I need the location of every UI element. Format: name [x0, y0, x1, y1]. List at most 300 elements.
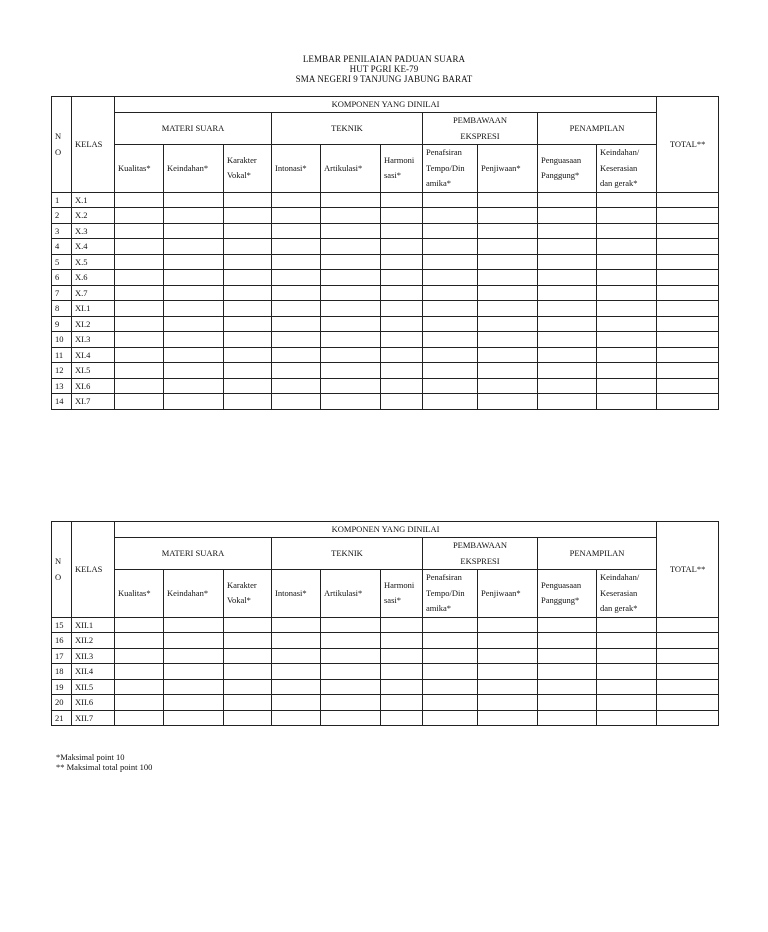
score-cell[interactable]	[381, 695, 423, 711]
header-no	[52, 522, 72, 618]
score-cell[interactable]	[272, 192, 321, 208]
score-cell[interactable]	[423, 301, 478, 317]
score-cell[interactable]	[321, 695, 381, 711]
score-cell[interactable]	[597, 285, 657, 301]
score-cell[interactable]	[164, 664, 224, 680]
score-cell[interactable]	[115, 394, 164, 410]
footnotes	[56, 752, 152, 772]
header-text-line: EKSPRESI	[460, 130, 500, 141]
score-cell[interactable]	[164, 301, 224, 317]
score-cell[interactable]	[657, 679, 719, 695]
score-cell[interactable]	[224, 648, 272, 664]
score-cell[interactable]	[115, 363, 164, 379]
score-cell[interactable]	[164, 695, 224, 711]
score-cell[interactable]	[423, 254, 478, 270]
score-cell[interactable]	[657, 316, 719, 332]
score-cell[interactable]	[381, 332, 423, 348]
score-cell[interactable]	[272, 223, 321, 239]
score-cell[interactable]	[423, 648, 478, 664]
score-cell[interactable]	[657, 301, 719, 317]
score-cell[interactable]	[657, 617, 719, 633]
score-cell[interactable]	[538, 633, 597, 649]
score-cell[interactable]	[321, 270, 381, 286]
score-cell[interactable]	[321, 363, 381, 379]
score-cell[interactable]	[272, 394, 321, 410]
score-cell[interactable]	[597, 378, 657, 394]
title-line: SMA NEGERI 9 TANJUNG JABUNG BARAT	[295, 74, 473, 84]
score-cell[interactable]	[381, 363, 423, 379]
row-number: 14	[52, 394, 72, 410]
score-cell[interactable]	[423, 192, 478, 208]
score-cell[interactable]	[164, 270, 224, 286]
score-cell[interactable]	[423, 285, 478, 301]
score-cell[interactable]	[538, 347, 597, 363]
score-cell[interactable]	[164, 378, 224, 394]
score-cell[interactable]	[224, 223, 272, 239]
score-cell[interactable]	[115, 347, 164, 363]
score-cell[interactable]	[164, 192, 224, 208]
score-cell[interactable]	[538, 695, 597, 711]
score-cell[interactable]	[164, 285, 224, 301]
score-cell[interactable]	[321, 710, 381, 726]
score-cell[interactable]	[164, 363, 224, 379]
score-cell[interactable]	[164, 633, 224, 649]
score-cell[interactable]	[381, 270, 423, 286]
score-cell[interactable]	[164, 394, 224, 410]
score-cell[interactable]	[224, 208, 272, 224]
row-number: 17	[52, 648, 72, 664]
score-cell[interactable]	[657, 394, 719, 410]
score-cell[interactable]	[115, 695, 164, 711]
score-cell[interactable]	[538, 254, 597, 270]
score-cell[interactable]	[423, 347, 478, 363]
score-cell[interactable]	[478, 394, 538, 410]
score-cell[interactable]	[115, 378, 164, 394]
table-row	[52, 270, 719, 286]
score-cell[interactable]	[381, 648, 423, 664]
score-cell[interactable]	[538, 316, 597, 332]
title-line: HUT PGRI KE-79	[349, 64, 419, 74]
table-row	[52, 301, 719, 317]
score-cell[interactable]	[224, 394, 272, 410]
row-number: 20	[52, 695, 72, 711]
score-cell[interactable]	[321, 239, 381, 255]
header-text-line: Karakter	[227, 579, 257, 590]
score-cell[interactable]	[478, 239, 538, 255]
score-cell[interactable]	[597, 239, 657, 255]
header-artikulasi	[321, 570, 381, 618]
score-cell[interactable]	[657, 285, 719, 301]
score-cell[interactable]	[478, 223, 538, 239]
score-cell[interactable]	[272, 239, 321, 255]
score-cell[interactable]	[478, 664, 538, 680]
sub-label: Keindahan*	[167, 587, 209, 598]
score-cell[interactable]	[321, 664, 381, 680]
header-kelas	[72, 522, 115, 618]
score-cell[interactable]	[538, 664, 597, 680]
score-cell[interactable]	[478, 285, 538, 301]
score-cell[interactable]	[423, 679, 478, 695]
score-cell[interactable]	[164, 223, 224, 239]
sub-label: Kualitas*	[118, 162, 151, 173]
score-cell[interactable]	[115, 664, 164, 680]
score-cell[interactable]	[423, 270, 478, 286]
score-cell[interactable]	[321, 378, 381, 394]
score-cell[interactable]	[657, 223, 719, 239]
score-cell[interactable]	[321, 617, 381, 633]
score-cell[interactable]	[597, 648, 657, 664]
score-cell[interactable]	[538, 378, 597, 394]
score-cell[interactable]	[115, 208, 164, 224]
score-cell[interactable]	[224, 254, 272, 270]
score-cell[interactable]	[478, 316, 538, 332]
score-cell[interactable]	[272, 378, 321, 394]
score-cell[interactable]	[164, 710, 224, 726]
score-cell[interactable]	[272, 208, 321, 224]
header-komponen-label: KOMPONEN YANG DINILAI	[331, 99, 440, 109]
score-cell[interactable]	[538, 239, 597, 255]
score-cell[interactable]	[597, 394, 657, 410]
header-materi-suara	[115, 538, 272, 570]
score-cell[interactable]	[272, 332, 321, 348]
row-number: 21	[52, 710, 72, 726]
score-cell[interactable]	[272, 679, 321, 695]
header-text-line: amika*	[426, 603, 452, 613]
table-row	[52, 208, 719, 224]
header-text-line: sasi*	[384, 595, 401, 606]
score-cell[interactable]	[597, 208, 657, 224]
score-cell[interactable]	[272, 363, 321, 379]
score-cell[interactable]	[164, 254, 224, 270]
score-cell[interactable]	[224, 270, 272, 286]
score-cell[interactable]	[538, 285, 597, 301]
score-cell[interactable]	[597, 617, 657, 633]
header-text-line: Tempo/Din	[426, 162, 465, 173]
score-cell[interactable]	[224, 710, 272, 726]
row-number: 5	[52, 254, 72, 270]
score-cell[interactable]	[321, 332, 381, 348]
header-text-line: Vokal*	[227, 170, 251, 181]
header-text-line: Keserasian	[600, 162, 638, 173]
score-cell[interactable]	[597, 695, 657, 711]
group-label: PENAMPILAN	[569, 123, 625, 133]
row-kelas: XII.4	[72, 664, 115, 680]
header-kelas	[72, 97, 115, 193]
score-cell[interactable]	[423, 316, 478, 332]
score-cell[interactable]	[597, 664, 657, 680]
score-cell[interactable]	[224, 332, 272, 348]
score-cell[interactable]	[478, 710, 538, 726]
header-keindahan-gerak	[597, 145, 657, 193]
score-cell[interactable]	[538, 679, 597, 695]
score-cell[interactable]	[321, 316, 381, 332]
row-number: 16	[52, 633, 72, 649]
header-keindahan	[164, 145, 224, 193]
score-cell[interactable]	[224, 633, 272, 649]
header-penafsiran	[423, 570, 478, 618]
row-kelas: X.3	[72, 223, 115, 239]
score-cell[interactable]	[381, 254, 423, 270]
score-cell[interactable]	[321, 208, 381, 224]
row-kelas: XI.5	[72, 363, 115, 379]
score-cell[interactable]	[115, 679, 164, 695]
score-cell[interactable]	[657, 208, 719, 224]
score-cell[interactable]	[478, 301, 538, 317]
score-cell[interactable]	[478, 617, 538, 633]
row-number: 13	[52, 378, 72, 394]
header-teknik	[272, 538, 423, 570]
header-text-line: N	[55, 556, 62, 567]
score-cell[interactable]	[657, 648, 719, 664]
score-cell[interactable]	[164, 316, 224, 332]
row-number: 19	[52, 679, 72, 695]
score-cell[interactable]	[478, 633, 538, 649]
header-text-line: Vokal*	[227, 595, 251, 606]
sub-label: Intonasi*	[275, 162, 307, 173]
score-cell[interactable]	[164, 617, 224, 633]
score-cell[interactable]	[224, 378, 272, 394]
header-text-line: PEMBAWAAN	[452, 115, 508, 125]
score-cell[interactable]	[478, 270, 538, 286]
score-cell[interactable]	[478, 363, 538, 379]
score-cell[interactable]	[381, 633, 423, 649]
score-cell[interactable]	[538, 648, 597, 664]
score-cell[interactable]	[657, 254, 719, 270]
score-cell[interactable]	[115, 710, 164, 726]
score-cell[interactable]	[478, 378, 538, 394]
score-cell[interactable]	[657, 363, 719, 379]
score-cell[interactable]	[423, 332, 478, 348]
score-cell[interactable]	[597, 347, 657, 363]
score-cell[interactable]	[381, 347, 423, 363]
score-cell[interactable]	[381, 223, 423, 239]
score-cell[interactable]	[224, 192, 272, 208]
score-cell[interactable]	[115, 285, 164, 301]
score-cell[interactable]	[478, 208, 538, 224]
table-row	[52, 695, 719, 711]
score-cell[interactable]	[597, 332, 657, 348]
score-cell[interactable]	[657, 332, 719, 348]
header-text-line: dan gerak*	[600, 603, 638, 613]
score-cell[interactable]	[597, 301, 657, 317]
score-cell[interactable]	[381, 208, 423, 224]
header-harmonisasi	[381, 145, 423, 193]
score-cell[interactable]	[423, 394, 478, 410]
score-cell[interactable]	[657, 695, 719, 711]
score-cell[interactable]	[115, 270, 164, 286]
score-cell[interactable]	[115, 316, 164, 332]
row-kelas: X.1	[72, 192, 115, 208]
header-no	[52, 97, 72, 193]
score-cell[interactable]	[381, 301, 423, 317]
table-row	[52, 378, 719, 394]
header-harmonisasi	[381, 570, 423, 618]
score-cell[interactable]	[115, 332, 164, 348]
score-cell[interactable]	[597, 679, 657, 695]
score-cell[interactable]	[164, 679, 224, 695]
score-cell[interactable]	[272, 316, 321, 332]
score-cell[interactable]	[321, 347, 381, 363]
score-cell[interactable]	[115, 617, 164, 633]
score-cell[interactable]	[321, 679, 381, 695]
score-cell[interactable]	[423, 378, 478, 394]
score-cell[interactable]	[381, 192, 423, 208]
score-cell[interactable]	[272, 695, 321, 711]
score-cell[interactable]	[381, 239, 423, 255]
header-keindahan-gerak	[597, 570, 657, 618]
score-cell[interactable]	[423, 710, 478, 726]
table-row	[52, 710, 719, 726]
score-cell[interactable]	[272, 270, 321, 286]
score-cell[interactable]	[423, 695, 478, 711]
score-cell[interactable]	[538, 363, 597, 379]
score-cell[interactable]	[538, 270, 597, 286]
score-cell[interactable]	[538, 617, 597, 633]
sub-label: Penjiwaan*	[481, 587, 521, 598]
score-cell[interactable]	[597, 316, 657, 332]
score-cell[interactable]	[115, 633, 164, 649]
score-cell[interactable]	[657, 270, 719, 286]
score-cell[interactable]	[538, 223, 597, 239]
score-cell[interactable]	[478, 347, 538, 363]
group-label: PENAMPILAN	[569, 548, 625, 558]
score-cell[interactable]	[224, 664, 272, 680]
score-cell[interactable]	[115, 239, 164, 255]
score-cell[interactable]	[657, 664, 719, 680]
header-text-line: amika*	[426, 178, 452, 188]
score-cell[interactable]	[381, 617, 423, 633]
header-text-line: Penguasaan	[541, 579, 582, 590]
score-cell[interactable]	[272, 648, 321, 664]
score-cell[interactable]	[597, 223, 657, 239]
score-cell[interactable]	[164, 332, 224, 348]
score-cell[interactable]	[115, 301, 164, 317]
score-cell[interactable]	[381, 285, 423, 301]
score-cell[interactable]	[657, 192, 719, 208]
score-cell[interactable]	[538, 208, 597, 224]
score-cell[interactable]	[478, 679, 538, 695]
score-cell[interactable]	[115, 648, 164, 664]
score-cell[interactable]	[321, 223, 381, 239]
header-text-line: EKSPRESI	[460, 555, 500, 566]
score-cell[interactable]	[657, 378, 719, 394]
score-cell[interactable]	[164, 648, 224, 664]
score-cell[interactable]	[538, 301, 597, 317]
score-cell[interactable]	[538, 710, 597, 726]
score-cell[interactable]	[478, 648, 538, 664]
score-cell[interactable]	[423, 239, 478, 255]
score-cell[interactable]	[321, 285, 381, 301]
header-text-line: Keindahan/	[600, 572, 640, 582]
score-cell[interactable]	[381, 664, 423, 680]
score-cell[interactable]	[272, 710, 321, 726]
score-cell[interactable]	[381, 316, 423, 332]
score-cell[interactable]	[478, 695, 538, 711]
footnote: ** Maksimal total point 100	[56, 762, 153, 772]
score-cell[interactable]	[423, 633, 478, 649]
score-cell[interactable]	[657, 633, 719, 649]
score-cell[interactable]	[381, 378, 423, 394]
score-cell[interactable]	[224, 301, 272, 317]
score-cell[interactable]	[321, 192, 381, 208]
score-cell[interactable]	[657, 239, 719, 255]
row-kelas: XI.4	[72, 347, 115, 363]
score-cell[interactable]	[224, 239, 272, 255]
score-cell[interactable]	[321, 633, 381, 649]
header-karakter-vokal	[224, 570, 272, 618]
score-cell[interactable]	[272, 633, 321, 649]
header-text-line: dan gerak*	[600, 178, 638, 188]
score-cell[interactable]	[224, 695, 272, 711]
group-label: TEKNIK	[331, 548, 363, 558]
score-cell[interactable]	[597, 254, 657, 270]
score-cell[interactable]	[423, 664, 478, 680]
header-text-line: sasi*	[384, 170, 401, 181]
score-cell[interactable]	[657, 710, 719, 726]
header-penampilan	[538, 538, 657, 570]
score-cell[interactable]	[381, 679, 423, 695]
score-cell[interactable]	[224, 316, 272, 332]
score-cell[interactable]	[381, 394, 423, 410]
score-cell[interactable]	[657, 347, 719, 363]
score-cell[interactable]	[272, 285, 321, 301]
score-cell[interactable]	[164, 347, 224, 363]
score-cell[interactable]	[478, 254, 538, 270]
header-text-line: Keindahan/	[600, 147, 640, 157]
score-cell[interactable]	[115, 192, 164, 208]
score-cell[interactable]	[423, 363, 478, 379]
score-cell[interactable]	[423, 208, 478, 224]
score-cell[interactable]	[321, 301, 381, 317]
score-cell[interactable]	[478, 192, 538, 208]
score-cell[interactable]	[224, 617, 272, 633]
header-teknik	[272, 113, 423, 145]
score-cell[interactable]	[224, 679, 272, 695]
score-cell[interactable]	[321, 254, 381, 270]
score-cell[interactable]	[597, 270, 657, 286]
score-cell[interactable]	[423, 223, 478, 239]
score-cell[interactable]	[224, 347, 272, 363]
score-cell[interactable]	[272, 347, 321, 363]
score-cell[interactable]	[538, 394, 597, 410]
score-cell[interactable]	[115, 223, 164, 239]
score-cell[interactable]	[224, 363, 272, 379]
score-cell[interactable]	[272, 301, 321, 317]
score-cell[interactable]	[224, 285, 272, 301]
score-cell[interactable]	[164, 239, 224, 255]
score-cell[interactable]	[478, 332, 538, 348]
row-number: 8	[52, 301, 72, 317]
score-cell[interactable]	[272, 664, 321, 680]
score-cell[interactable]	[597, 710, 657, 726]
row-kelas: X.4	[72, 239, 115, 255]
score-cell[interactable]	[272, 617, 321, 633]
score-cell[interactable]	[597, 192, 657, 208]
score-cell[interactable]	[164, 208, 224, 224]
score-cell[interactable]	[321, 648, 381, 664]
score-cell[interactable]	[597, 363, 657, 379]
score-cell[interactable]	[381, 710, 423, 726]
score-cell[interactable]	[597, 633, 657, 649]
score-cell[interactable]	[115, 254, 164, 270]
score-cell[interactable]	[423, 617, 478, 633]
score-cell[interactable]	[321, 394, 381, 410]
row-kelas: XI.2	[72, 316, 115, 332]
score-cell[interactable]	[272, 254, 321, 270]
score-table-2	[51, 521, 719, 726]
score-cell[interactable]	[538, 332, 597, 348]
score-cell[interactable]	[538, 192, 597, 208]
